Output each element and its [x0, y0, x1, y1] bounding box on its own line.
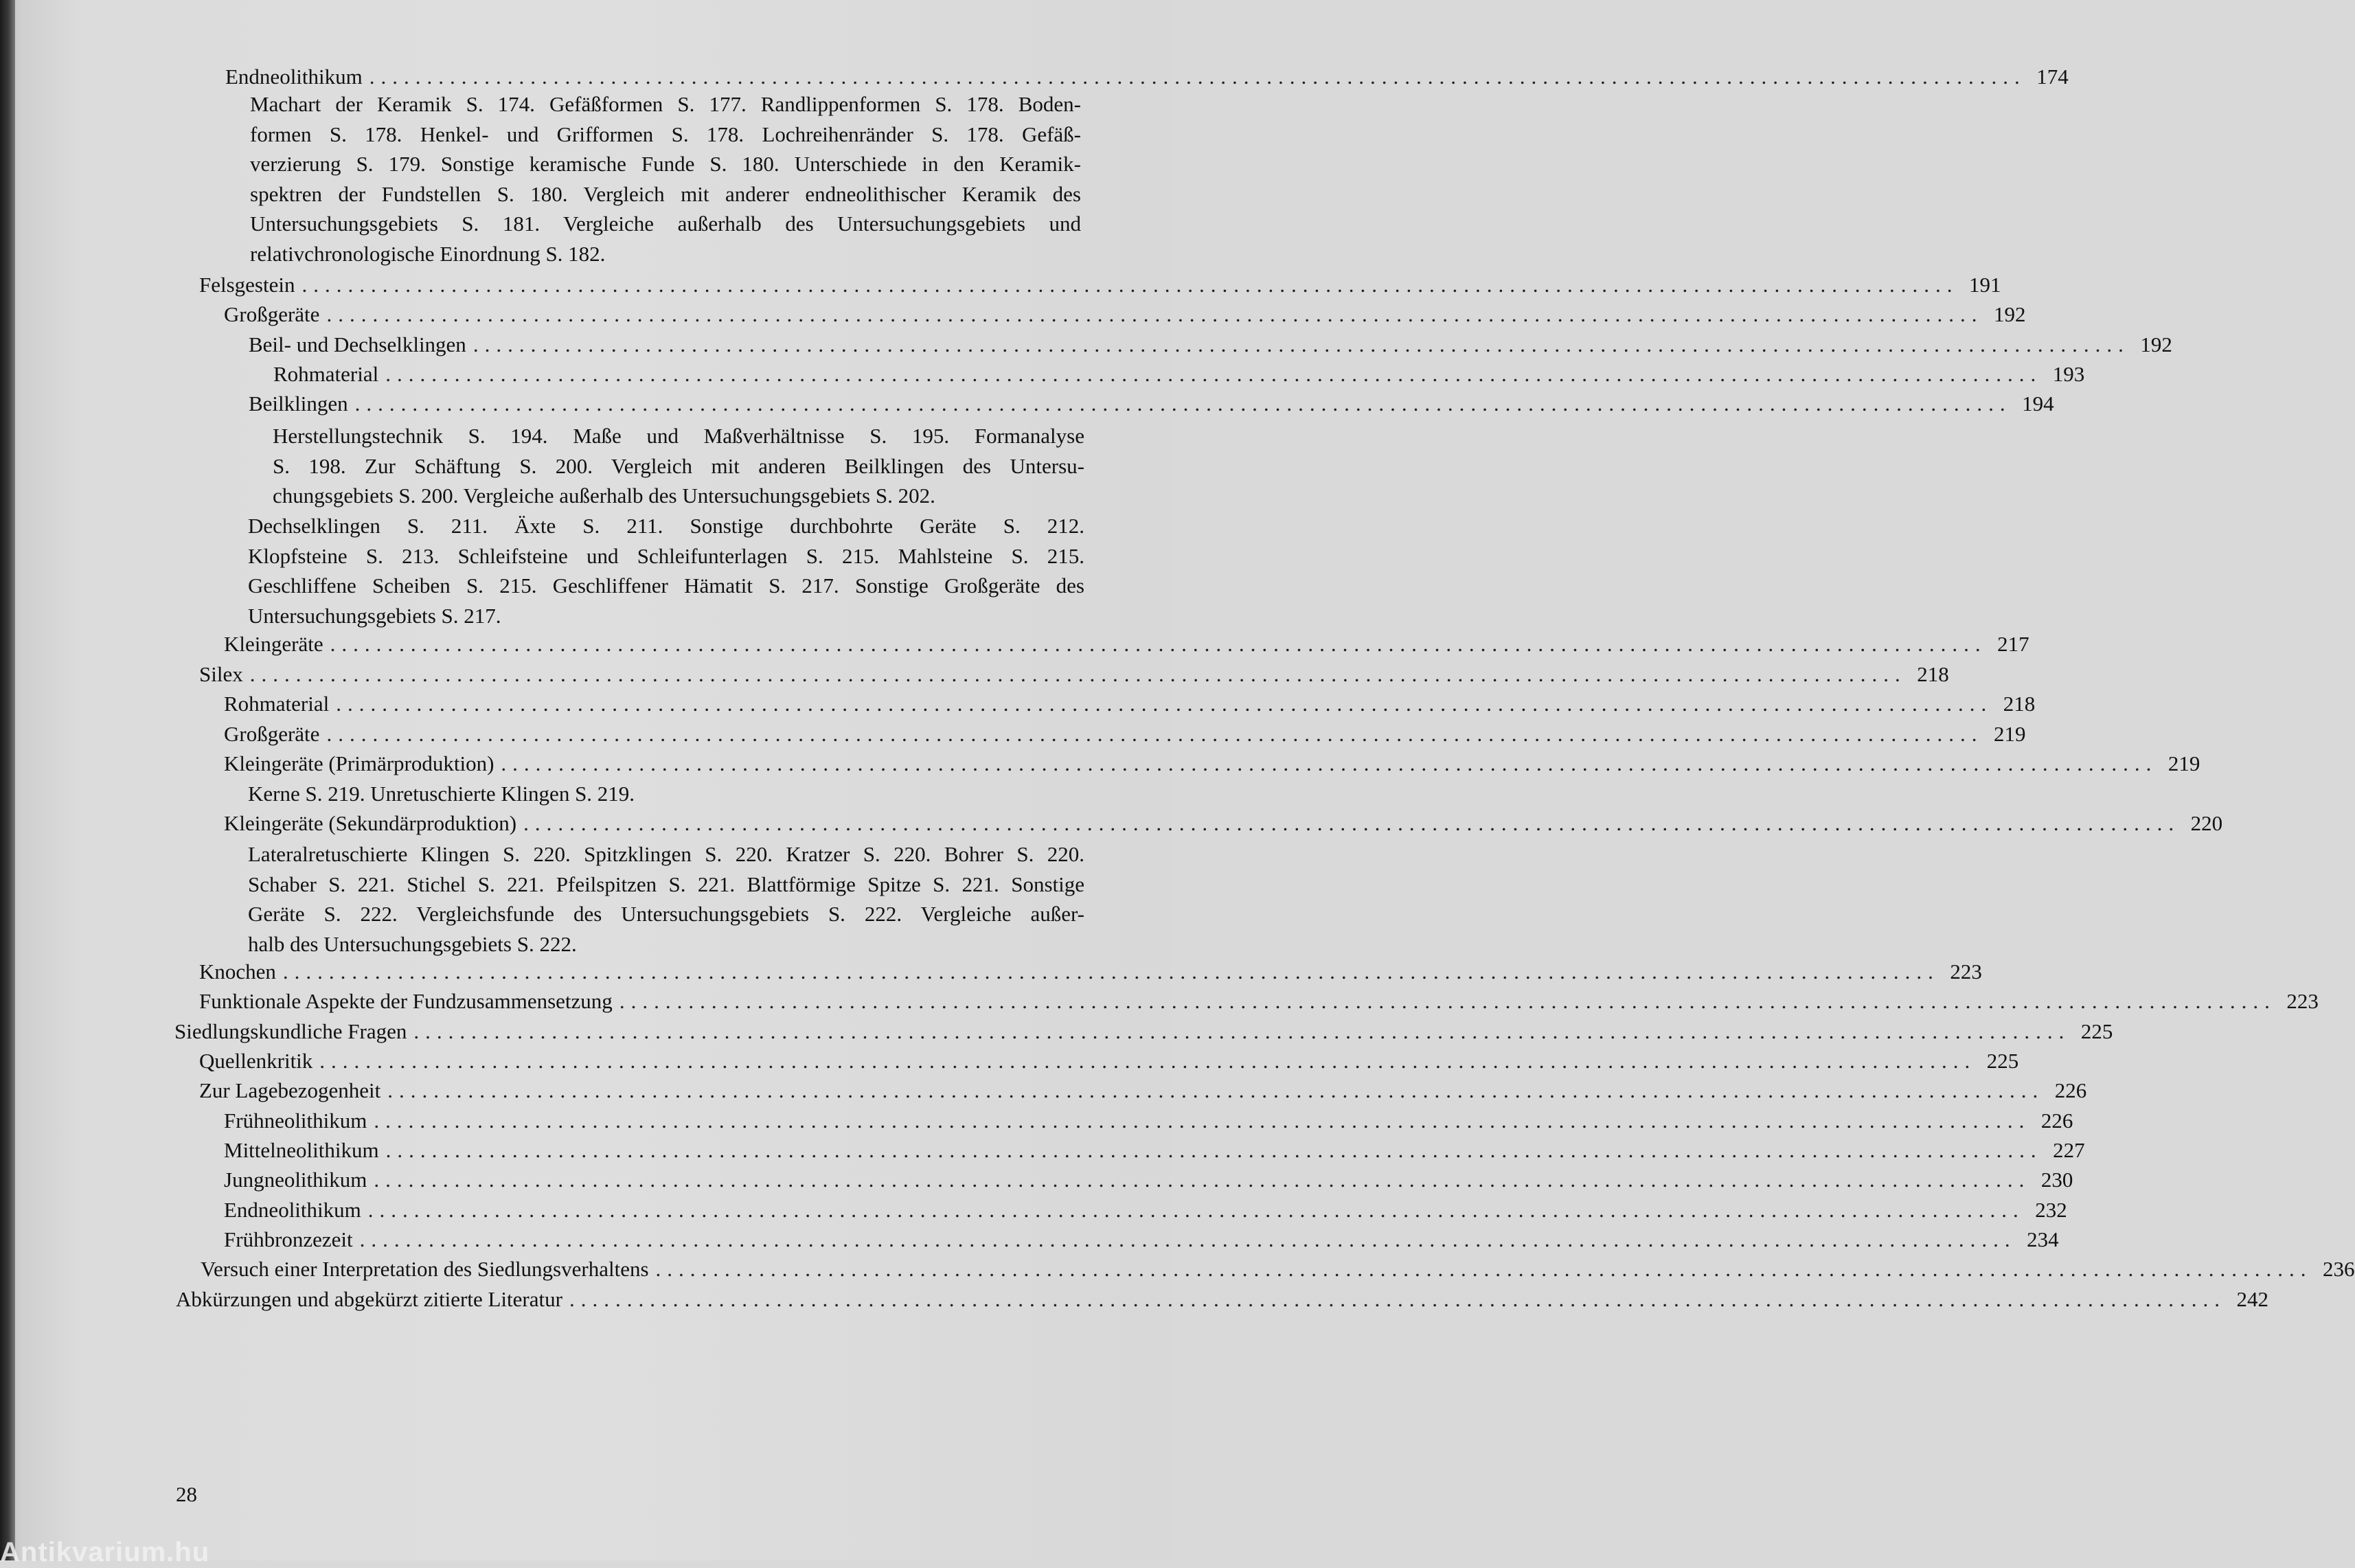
- description-line: Kerne S. 219. Unretuschierte Klingen S. 219.: [248, 782, 635, 806]
- toc-entry-title: Beil- und Dechselklingen: [249, 332, 466, 356]
- toc-entry-title: Kleingeräte (Sekundärproduktion): [224, 811, 517, 835]
- dot-leader: ................................................................................................................................................: [655, 1257, 2312, 1281]
- dot-leader: ................................................................................................................................................: [369, 65, 2026, 89]
- dot-leader: ................................................................................................................................................: [501, 751, 2158, 775]
- toc-entry: [224, 630, 2029, 659]
- description-line: spektren der Fundstellen S. 180. Vergleich mit anderer endneolithischer Keramik des: [250, 181, 1081, 206]
- toc-entry-page: 220: [2190, 811, 2223, 835]
- toc-entry-page: 219: [1993, 722, 2026, 746]
- dot-leader: ................................................................................................................................................: [359, 1227, 2016, 1251]
- toc-entry-page: 227: [2053, 1138, 2085, 1162]
- toc-entry-title: Felsgestein: [199, 273, 295, 297]
- toc-entry-page: 192: [2140, 332, 2172, 356]
- toc-entry-title: Großgeräte: [224, 302, 320, 326]
- toc-entry-title: Quellenkritik: [199, 1049, 313, 1073]
- toc-entry-description: [250, 89, 1081, 269]
- dot-leader: ................................................................................................................................................: [326, 302, 1983, 326]
- toc-entry: [174, 1018, 2113, 1047]
- toc-entry-page: 226: [2040, 1109, 2073, 1133]
- toc-entry-title: Mittelneolithikum: [224, 1138, 379, 1162]
- toc-entry-title: Versuch einer Interpretation des Siedlungsverhaltens: [201, 1257, 649, 1281]
- dot-leader: ................................................................................................................................................: [282, 959, 1939, 984]
- toc-entry: [224, 690, 2036, 719]
- description-line: halb des Untersuchungsgebiets S. 222.: [248, 931, 577, 956]
- toc-entry-page: 223: [2286, 989, 2319, 1013]
- dot-leader: ................................................................................................................................................: [336, 692, 1993, 716]
- description-line: formen S. 178. Henkel- und Grifformen S. 178. Lochreihenränder S. 178. Gefäß-: [250, 122, 1081, 146]
- toc-entry: [224, 720, 2026, 749]
- dot-leader: ................................................................................................................................................: [473, 332, 2130, 356]
- toc-entry: [224, 1226, 2059, 1255]
- toc-entry: [224, 1196, 2067, 1225]
- dot-leader: ................................................................................................................................................: [619, 989, 2276, 1013]
- toc-entry-page: 236: [2323, 1257, 2355, 1281]
- toc-entry-page: 223: [1950, 959, 1982, 984]
- toc-entry-title: Beilklingen: [249, 391, 348, 416]
- toc-entry-page: 234: [2027, 1227, 2059, 1251]
- toc-entry-page: 193: [2052, 362, 2085, 386]
- toc-entry-page: 232: [2035, 1198, 2067, 1222]
- toc-entry: [249, 331, 2172, 360]
- toc-entry-title: Silex: [199, 662, 243, 686]
- toc-entry: [199, 1077, 2087, 1106]
- toc-entry-page: 217: [1997, 632, 2029, 656]
- toc-entry-page: 194: [2022, 391, 2054, 416]
- toc-entry: [176, 1286, 2268, 1315]
- toc-entry: [199, 1047, 2019, 1076]
- toc-entry-title: Jungneolithikum: [224, 1168, 367, 1192]
- description-line: Klopfsteine S. 213. Schleifsteine und Schleifunterlagen S. 215. Mahlsteine S. 215.: [248, 543, 1084, 568]
- toc-entry: [224, 301, 2026, 330]
- description-line: Machart der Keramik S. 174. Gefäßformen S. 177. Randlippenformen S. 178. Boden-: [250, 92, 1081, 116]
- dot-leader: ................................................................................................................................................: [523, 811, 2181, 835]
- dot-leader: ................................................................................................................................................: [569, 1287, 2226, 1311]
- description-line: S. 198. Zur Schäftung S. 200. Vergleich mit anderen Beilklingen des Untersu-: [273, 453, 1084, 478]
- dot-leader: ................................................................................................................................................: [385, 362, 2043, 386]
- toc-entry: [199, 988, 2319, 1016]
- dot-leader: ................................................................................................................................................: [302, 273, 1959, 297]
- description-line: Herstellungstechnik S. 194. Maße und Maßverhältnisse S. 195. Formanalyse: [273, 424, 1084, 448]
- toc-entry: [201, 1255, 2355, 1284]
- toc-entry-title: Endneolithikum: [224, 1198, 361, 1222]
- toc-entry-title: Kleingeräte: [224, 632, 323, 656]
- toc-entry-title: Knochen: [199, 959, 276, 984]
- toc-entry-title: Frühbronzezeit: [224, 1227, 353, 1251]
- description-line: Untersuchungsgebiets S. 217.: [248, 603, 501, 628]
- toc-entry: [224, 810, 2223, 839]
- toc-entry: [225, 63, 2069, 92]
- dot-leader: ................................................................................................................................................: [374, 1168, 2031, 1192]
- toc-entry-description: [273, 421, 1084, 511]
- toc-entry-page: 191: [1969, 273, 2001, 297]
- toc-entry-page: 225: [1986, 1049, 2019, 1073]
- dot-leader: ................................................................................................................................................: [319, 1049, 1977, 1073]
- toc-entry-page: 242: [2236, 1287, 2268, 1311]
- description-line: verzierung S. 179. Sonstige keramische Funde S. 180. Unterschiede in den Keramik-: [250, 152, 1081, 177]
- toc-entry-title: Rohmaterial: [224, 692, 330, 716]
- toc-entry: [224, 1137, 2085, 1166]
- dot-leader: ................................................................................................................................................: [374, 1109, 2031, 1133]
- dot-leader: ................................................................................................................................................: [413, 1019, 2071, 1043]
- dot-leader: ................................................................................................................................................: [367, 1198, 2025, 1222]
- page-number: 28: [176, 1482, 197, 1506]
- toc-entry-page: 218: [2003, 692, 2036, 716]
- toc-entry-title: Endneolithikum: [225, 65, 363, 89]
- toc-entry: [199, 271, 2001, 300]
- toc-entry-title: Funktionale Aspekte der Fundzusammensetzung: [199, 989, 613, 1013]
- description-line: Schaber S. 221. Stichel S. 221. Pfeilspitzen S. 221. Blattförmige Spitze S. 221. Sonstige: [248, 872, 1084, 896]
- description-line: Dechselklingen S. 211. Äxte S. 211. Sonstige durchbohrte Geräte S. 212.: [248, 514, 1084, 538]
- watermark: Antikvarium.hu: [0, 1537, 210, 1567]
- toc-entry-page: 174: [2036, 65, 2069, 89]
- toc-entry: [224, 750, 2200, 779]
- toc-entry-page: 225: [2080, 1019, 2113, 1043]
- dot-leader: ................................................................................................................................................: [249, 662, 1907, 686]
- description-line: Geschliffene Scheiben S. 215. Geschliffener Hämatit S. 217. Sonstige Großgeräte des: [248, 573, 1084, 598]
- toc-entry-page: 218: [1917, 662, 1949, 686]
- toc-entry-title: Rohmaterial: [273, 362, 379, 386]
- toc-entry-page: 230: [2040, 1168, 2073, 1192]
- toc-entry-title: Zur Lagebezogenheit: [199, 1078, 381, 1102]
- toc-entry-title: Großgeräte: [224, 722, 320, 746]
- toc-entry-page: 192: [1993, 302, 2026, 326]
- dot-leader: ................................................................................................................................................: [330, 632, 1987, 656]
- toc-entry-title: Kleingeräte (Primärproduktion): [224, 751, 494, 775]
- toc-entry-title: Frühneolithikum: [224, 1109, 367, 1133]
- toc-entry: [224, 1107, 2073, 1136]
- toc-entry-description: [248, 779, 1084, 809]
- toc-entry-description: [248, 839, 1084, 959]
- toc-entry: [224, 1166, 2073, 1195]
- description-line: chungsgebiets S. 200. Vergleiche außerhalb des Untersuchungsgebiets S. 202.: [273, 484, 935, 508]
- toc-entry: [273, 361, 2085, 389]
- toc-entry-title: Abkürzungen und abgekürzt zitierte Literatur: [176, 1287, 562, 1311]
- toc-entry-description: [248, 511, 1084, 630]
- description-line: Untersuchungsgebiets S. 181. Vergleiche außerhalb des Untersuchungsgebiets und: [250, 212, 1081, 236]
- toc-entry: [199, 958, 1982, 987]
- description-line: Lateralretuschierte Klingen S. 220. Spitzklingen S. 220. Kratzer S. 220. Bohrer S. 220.: [248, 842, 1084, 866]
- dot-leader: ................................................................................................................................................: [354, 391, 2012, 416]
- toc-entry-page: 219: [2168, 751, 2200, 775]
- toc-entry: [199, 661, 1949, 690]
- toc-entry-page: 226: [2054, 1078, 2087, 1102]
- dot-leader: ................................................................................................................................................: [387, 1078, 2045, 1102]
- description-line: relativchronologische Einordnung S. 182.: [250, 241, 606, 266]
- toc-entry-title: Siedlungskundliche Fragen: [174, 1019, 407, 1043]
- dot-leader: ................................................................................................................................................: [385, 1138, 2043, 1162]
- toc-entry: [249, 390, 2054, 419]
- dot-leader: ................................................................................................................................................: [326, 722, 1983, 746]
- description-line: Geräte S. 222. Vergleichsfunde des Untersuchungsgebiets S. 222. Vergleiche außer-: [248, 902, 1084, 927]
